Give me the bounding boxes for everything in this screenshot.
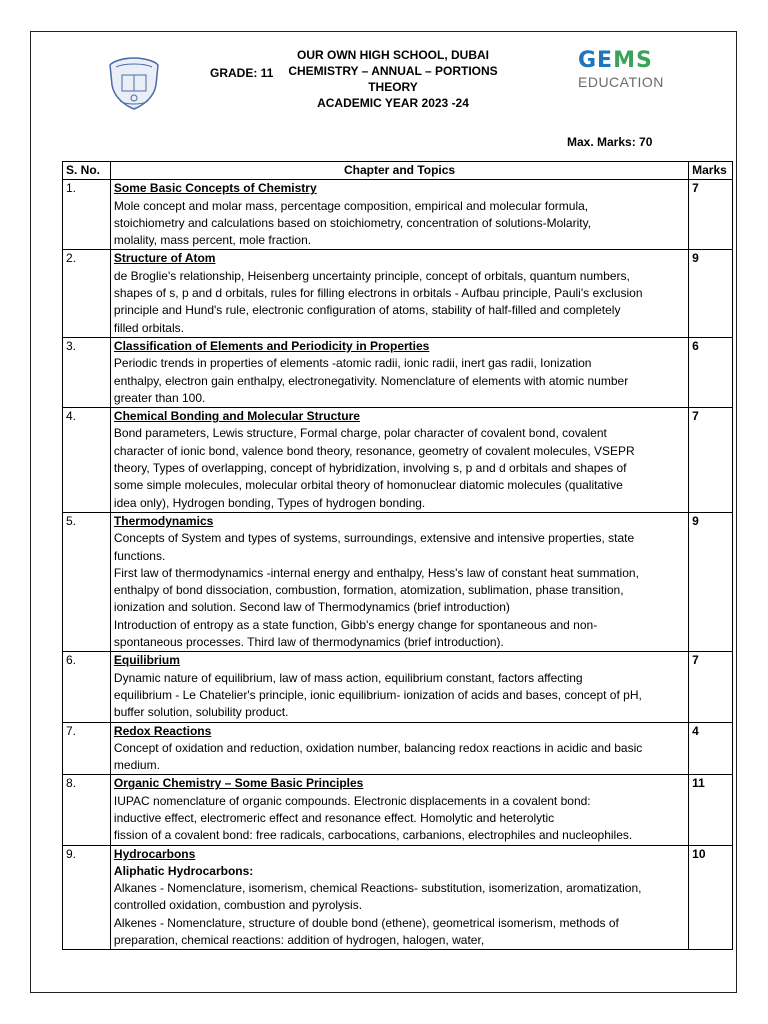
school-name: OUR OWN HIGH SCHOOL, DUBAI (297, 48, 489, 62)
topic-line: medium. (113, 758, 160, 773)
gems-education-text: EDUCATION (578, 74, 664, 90)
chapter-topics-cell (110, 722, 688, 775)
topic-line: Bond parameters, Lewis structure, Formal charge, polar character of covalent bond, covalent (113, 426, 607, 441)
portions-table (62, 161, 733, 950)
topic-line: Alkanes - Nomenclature, isomerism, chemical Reactions- substitution, isomerization, aromatization, (113, 881, 642, 896)
chapter-title: Structure of Atom (113, 251, 216, 266)
chapter-title: Thermodynamics (113, 513, 214, 528)
topic-line: Concept of oxidation and reduction, oxidation number, balancing redox reactions in acidic and basic (113, 740, 643, 755)
topic-line: fission of a covalent bond: free radicals, carbocations, carbanions, electrophiles and nucleophiles. (113, 828, 633, 843)
serial-no-cell: 3. (63, 337, 111, 407)
topic-line: principle and Hund's rule, electronic configuration of atoms, stability of half-filled and completely (113, 303, 621, 318)
serial-no-cell: 1. (63, 180, 111, 250)
chapter-topics-cell (110, 845, 688, 950)
marks-cell: 7 (689, 180, 733, 250)
chapter-topics-cell (110, 180, 688, 250)
topic-line: First law of thermodynamics -internal energy and enthalpy, Hess's law of constant heat summation, (113, 565, 639, 580)
topic-line: equilibrium - Le Chatelier's principle, ionic equilibrium- ionization of acids and bases, concept of pH, (113, 687, 642, 702)
marks-cell: 4 (689, 722, 733, 775)
serial-no-cell: 6. (63, 652, 111, 722)
gems-wordmark: GEMS (578, 48, 653, 73)
topic-line: Dynamic nature of equilibrium, law of mass action, equilibrium constant, factors affecting (113, 670, 583, 685)
topic-line: shapes of s, p and d orbitals, rules for filling electrons in orbitals - Aufbau principle, Pauli's exclusion (113, 286, 643, 301)
table-row (63, 180, 733, 250)
table-row (63, 408, 733, 513)
topic-line: Alkenes - Nomenclature, structure of double bond (ethene), geometrical isomerism, methods of (113, 915, 619, 930)
gems-education-logo (578, 50, 674, 96)
chapter-title: Redox Reactions (113, 723, 212, 738)
table-row (63, 775, 733, 845)
topic-line: greater than 100. (113, 390, 206, 405)
serial-no-cell: 2. (63, 250, 111, 337)
table-row (63, 512, 733, 651)
marks-cell: 9 (689, 250, 733, 337)
topic-line: theory, Types of overlapping, concept of hybridization, involving s, p and d orbitals and shapes of (113, 461, 627, 476)
header-marks: Marks (689, 162, 733, 180)
topic-line: filled orbitals. (113, 320, 184, 335)
chapter-title: Some Basic Concepts of Chemistry (113, 181, 317, 196)
table-row (63, 845, 733, 950)
document-title (283, 47, 503, 111)
table-row (63, 652, 733, 722)
topic-line: IUPAC nomenclature of organic compounds. Electronic displacements in a covalent bond: (113, 793, 591, 808)
marks-cell: 9 (689, 512, 733, 651)
chapter-title: Hydrocarbons (113, 846, 196, 861)
topic-line: ionization and solution. Second law of Thermodynamics (brief introduction) (113, 600, 510, 615)
serial-no-cell: 4. (63, 408, 111, 513)
chapter-topics-cell (110, 775, 688, 845)
academic-year: ACADEMIC YEAR 2023 -24 (317, 96, 469, 110)
exam-type: THEORY (368, 80, 418, 94)
topic-line: stoichiometry and calculations based on stoichiometry, concentration of solutions-Molarity, (113, 215, 592, 230)
topic-line: inductive effect, electromeric effect and resonance effect. Homolytic and heterolytic (113, 810, 555, 825)
marks-cell: 10 (689, 845, 733, 950)
marks-cell: 7 (689, 652, 733, 722)
topic-line: spontaneous processes. Third law of thermodynamics (brief introduction). (113, 635, 504, 650)
header-serial-no: S. No. (63, 162, 111, 180)
table-row (63, 250, 733, 337)
topic-line: enthalpy, electron gain enthalpy, electronegativity. Nomenclature of elements with atomic number (113, 373, 629, 388)
chapter-title: Organic Chemistry – Some Basic Principles (113, 776, 364, 791)
table-row (63, 337, 733, 407)
serial-no-cell: 5. (63, 512, 111, 651)
serial-no-cell: 7. (63, 722, 111, 775)
marks-cell: 11 (689, 775, 733, 845)
grade-label: GRADE: 11 (210, 66, 274, 80)
chapter-title: Classification of Elements and Periodicity in Properties (113, 338, 430, 353)
topic-line: buffer solution, solubility product. (113, 705, 289, 720)
topic-line: Mole concept and molar mass, percentage composition, empirical and molecular formula, (113, 198, 589, 213)
chapter-subtitle: Aliphatic Hydrocarbons: (113, 863, 254, 878)
table-header-row (63, 162, 733, 180)
school-crest-logo (104, 55, 164, 111)
topic-line: controlled oxidation, combustion and pyrolysis. (113, 898, 363, 913)
topic-line: enthalpy of bond dissociation, combustion, formation, atomization, sublimation, phase transition, (113, 583, 624, 598)
serial-no-cell: 9. (63, 845, 111, 950)
chapter-topics-cell (110, 512, 688, 651)
chapter-title: Chemical Bonding and Molecular Structure (113, 409, 360, 424)
marks-cell: 7 (689, 408, 733, 513)
chapter-title: Equilibrium (113, 653, 180, 668)
chapter-topics-cell (110, 337, 688, 407)
header-chapter-topics: Chapter and Topics (110, 162, 688, 180)
table-row (63, 722, 733, 775)
topic-line: idea only), Hydrogen bonding, Types of hydrogen bonding. (113, 495, 426, 510)
topic-line: molality, mass percent, mole fraction. (113, 233, 312, 248)
topic-line: Periodic trends in properties of elements -atomic radii, ionic radii, inert gas radii, Ionization (113, 356, 592, 371)
topic-line: de Broglie's relationship, Heisenberg uncertainty principle, concept of orbitals, quantum numbers, (113, 268, 630, 283)
chapter-topics-cell (110, 652, 688, 722)
topic-line: preparation, chemical reactions: addition of hydrogen, halogen, water, (113, 933, 485, 948)
chapter-topics-cell (110, 250, 688, 337)
subject-line: CHEMISTRY – ANNUAL – PORTIONS (288, 64, 498, 78)
max-marks: Max. Marks: 70 (567, 135, 653, 149)
marks-cell: 6 (689, 337, 733, 407)
topic-line: functions. (113, 548, 166, 563)
topic-line: Introduction of entropy as a state function, Gibb's energy change for spontaneous and non- (113, 617, 598, 632)
topic-line: some simple molecules, molecular orbital theory of homonuclear diatomic molecules (qualitative (113, 478, 623, 493)
topic-line: character of ionic bond, valence bond theory, resonance, geometry of covalent molecules, VSEPR (113, 443, 635, 458)
topic-line: Concepts of System and types of systems, surroundings, extensive and intensive properties, state (113, 531, 635, 546)
chapter-topics-cell (110, 408, 688, 513)
serial-no-cell: 8. (63, 775, 111, 845)
